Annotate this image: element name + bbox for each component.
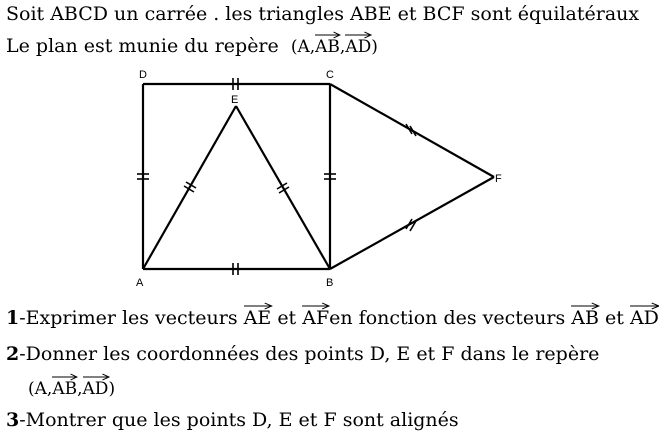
vector-label: AD xyxy=(82,379,109,399)
vector-arrow-icon xyxy=(244,302,272,310)
vector-arrow-icon xyxy=(302,302,329,310)
question-1 xyxy=(6,306,659,330)
vector-arrow-icon xyxy=(630,302,659,310)
vector-ad xyxy=(83,377,109,401)
question-number: 1 xyxy=(6,307,20,329)
vector-arrow-icon xyxy=(571,302,599,310)
segment-ae xyxy=(143,106,236,269)
frame-close: ) xyxy=(371,37,378,57)
conjunction: et xyxy=(277,307,297,329)
question-dash: - xyxy=(19,409,26,431)
point-label-c: C xyxy=(326,69,334,81)
question-text: Exprimer les vecteurs xyxy=(25,307,238,329)
question-text: Donner les coordonnées des points D, E et F dans le repère xyxy=(25,343,600,365)
segment-be xyxy=(236,106,330,269)
question-text: en fonction des vecteurs xyxy=(329,307,566,329)
question-2 xyxy=(6,342,599,366)
point-label-d: D xyxy=(139,69,147,81)
vector-label: AB xyxy=(52,379,78,399)
vector-ae xyxy=(244,306,272,330)
point-label-b: B xyxy=(326,277,334,289)
point-label-f: F xyxy=(495,173,502,185)
question-number: 3 xyxy=(6,409,20,431)
vector-ad xyxy=(630,306,659,330)
vector-label: AD xyxy=(345,37,372,57)
vector-label: AD xyxy=(629,307,659,329)
vector-arrow-icon xyxy=(83,373,109,381)
vector-label: AF xyxy=(302,307,330,329)
vector-af xyxy=(302,306,329,330)
frame-close: ) xyxy=(108,379,116,399)
frame-sep: , xyxy=(77,379,83,399)
frame-open: (A, xyxy=(290,37,316,57)
point-label-a: A xyxy=(136,277,144,289)
vector-ab xyxy=(571,306,599,330)
vector-label: AB xyxy=(571,307,599,329)
frame-open: (A, xyxy=(28,379,53,399)
vector-label: AE xyxy=(243,307,272,329)
conjunction: et xyxy=(605,307,624,329)
segment-bf xyxy=(330,177,494,269)
question-dash: - xyxy=(19,343,26,365)
vector-label: AB xyxy=(315,37,340,57)
question-text: Montrer que les points D, E et F sont alignés xyxy=(25,409,459,431)
vector-arrow-icon xyxy=(52,373,77,381)
frame-sep: , xyxy=(339,37,346,57)
question-2-frame xyxy=(28,377,115,401)
statement-text: Soit ABCD un carrée . les triangles ABE et BCF sont équilatéraux xyxy=(6,3,640,25)
question-number: 2 xyxy=(6,343,20,365)
point-label-e: E xyxy=(231,94,239,106)
question-dash: - xyxy=(19,307,26,329)
question-3 xyxy=(6,408,459,432)
frame-intro-text: Le plan est munie du repère xyxy=(6,35,279,57)
vector-ab xyxy=(52,377,77,401)
